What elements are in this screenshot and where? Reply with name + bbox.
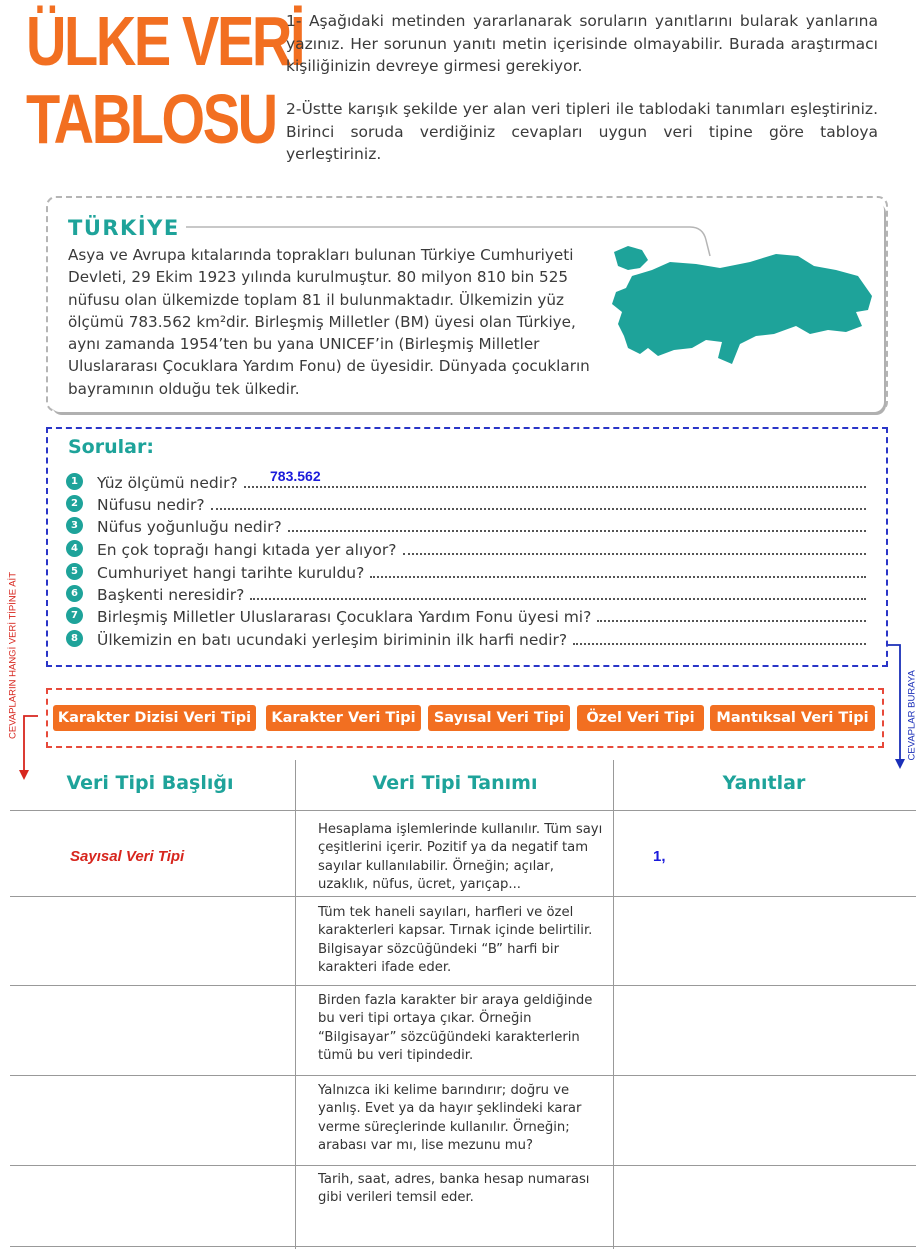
right-side-label-text: CEVAPLAR BURAYA <box>906 670 918 761</box>
question-text: Başkenti neresidir? <box>97 586 245 604</box>
column-header-type: Veri Tipi Başlığı <box>66 772 234 794</box>
answer-1-value: 783.562 <box>270 468 321 484</box>
question-number: 8 <box>66 630 83 647</box>
table-divider <box>295 760 296 1249</box>
table-row-definition: Hesaplama işlemlerinde kullanılır. Tüm sayı çeşitlerini içerir. Pozitif ya da negatif tam sayılar kullanılabilir. Örneğin; açılar, uzaklık, nüfus, ücret, yarıçap... <box>318 822 603 892</box>
question-number: 2 <box>66 495 83 512</box>
column-header-answers: Yanıtlar <box>722 772 806 794</box>
instruction-1: 1- Aşağıdaki metinden yararlanarak soruların yanıtlarını bularak yanlarına yazınız. Her sorunun yanıtı metin içerisinde olmayabilir. Burada araştırmacı kişiliğinizin devreye girmesi gerekiyor. <box>286 12 878 75</box>
questions-title: Sorular: <box>68 436 154 458</box>
question-number: 6 <box>66 585 83 602</box>
chip-logical[interactable]: Mantıksal Veri Tipi <box>710 705 875 731</box>
column-header-definition: Veri Tipi Tanımı <box>372 772 538 794</box>
instruction-2: 2-Üstte karışık şekilde yer alan veri tipleri ile tablodaki tanımları eşleştiriniz. Birinci soruda verdiğiniz cevapları uygun veri tipine göre tabloya yerleştiriniz. <box>286 100 878 163</box>
question-text: Nüfusu nedir? <box>97 496 205 514</box>
chip-numeric[interactable]: Sayısal Veri Tipi <box>428 705 570 731</box>
table-divider <box>10 1165 916 1166</box>
question-text: Nüfus yoğunluğu nedir? <box>97 518 282 536</box>
question-number: 5 <box>66 563 83 580</box>
question-number: 3 <box>66 517 83 534</box>
table-divider <box>10 1075 916 1076</box>
left-side-label-text: CEVAPLARIN HANGİ VERİ TİPİNE AİT <box>7 572 19 739</box>
table-row-definition: Yalnızca iki kelime barındırır; doğru ve yanlış. Evet ya da hayır şeklindeki karar verme süreçlerinde kullanılır. Örneğin; arabası var mı, lise mezunu mu? <box>318 1083 582 1153</box>
row1-type-answer[interactable]: Sayısal Veri Tipi <box>70 848 185 865</box>
page-title-line1: ÜLKE VERİ <box>26 2 304 80</box>
row1-answers[interactable]: 1, <box>653 848 666 865</box>
question-text: Cumhuriyet hangi tarihte kuruldu? <box>97 564 365 582</box>
question-number: 4 <box>66 540 83 557</box>
page-title-line2: TABLOSU <box>26 80 276 158</box>
question-text: Ülkemizin en batı ucundaki yerleşim biriminin ilk harfi nedir? <box>97 631 568 649</box>
table-divider <box>10 896 916 897</box>
table-divider <box>10 810 916 811</box>
chip-character[interactable]: Karakter Veri Tipi <box>266 705 421 731</box>
chip-character-string[interactable]: Karakter Dizisi Veri Tipi <box>53 705 256 731</box>
turkiye-text: Asya ve Avrupa kıtalarında toprakları bulunan Türkiye Cumhuriyeti Devleti, 29 Ekim 1923 yılında kurulmuştur. 80 milyon 810 bin 525 nüfusu olan ülkemizde toplam 81 il bulunmaktadır. Ülkemizin yüz ölçümü 783.562 km²dir. Birleşmiş Milletler (BM) üyesi olan Türkiye, aynı zamanda 1954’ten bu yana UNICEF’in (Birleşmiş Milletler Uluslararası Çocuklara Yardım Fonu) de üyesidir. Dünyada çocukların bayramının olduğu tek ülkedir. <box>68 246 590 398</box>
turkiye-title: TÜRKİYE <box>68 216 180 240</box>
question-text: Yüz ölçümü nedir? <box>97 474 238 492</box>
question-text: Birleşmiş Milletler Uluslararası Çocuklara Yardım Fonu üyesi mi? <box>97 608 592 626</box>
table-divider <box>10 985 916 986</box>
question-number: 1 <box>66 473 83 490</box>
table-divider <box>613 760 614 1249</box>
table-divider <box>10 1246 916 1247</box>
table-row-definition: Birden fazla karakter bir araya geldiğinde bu veri tipi ortaya çıkar. Örneğin “Bilgisayar” sözcüğündeki karakterlerin tümü bu veri tipindedir. <box>318 993 593 1063</box>
chip-special[interactable]: Özel Veri Tipi <box>577 705 704 731</box>
table-row-definition: Tüm tek haneli sayıları, harfleri ve özel karakterleri kapsar. Tırnak içinde belirtilir. Bilgisayar sözcüğündeki “B” harfi bir karakteri ifade eder. <box>318 905 593 975</box>
question-number: 7 <box>66 607 83 624</box>
question-text: En çok toprağı hangi kıtada yer alıyor? <box>97 541 397 559</box>
table-row-definition: Tarih, saat, adres, banka hesap numarası gibi verileri temsil eder. <box>318 1172 590 1206</box>
